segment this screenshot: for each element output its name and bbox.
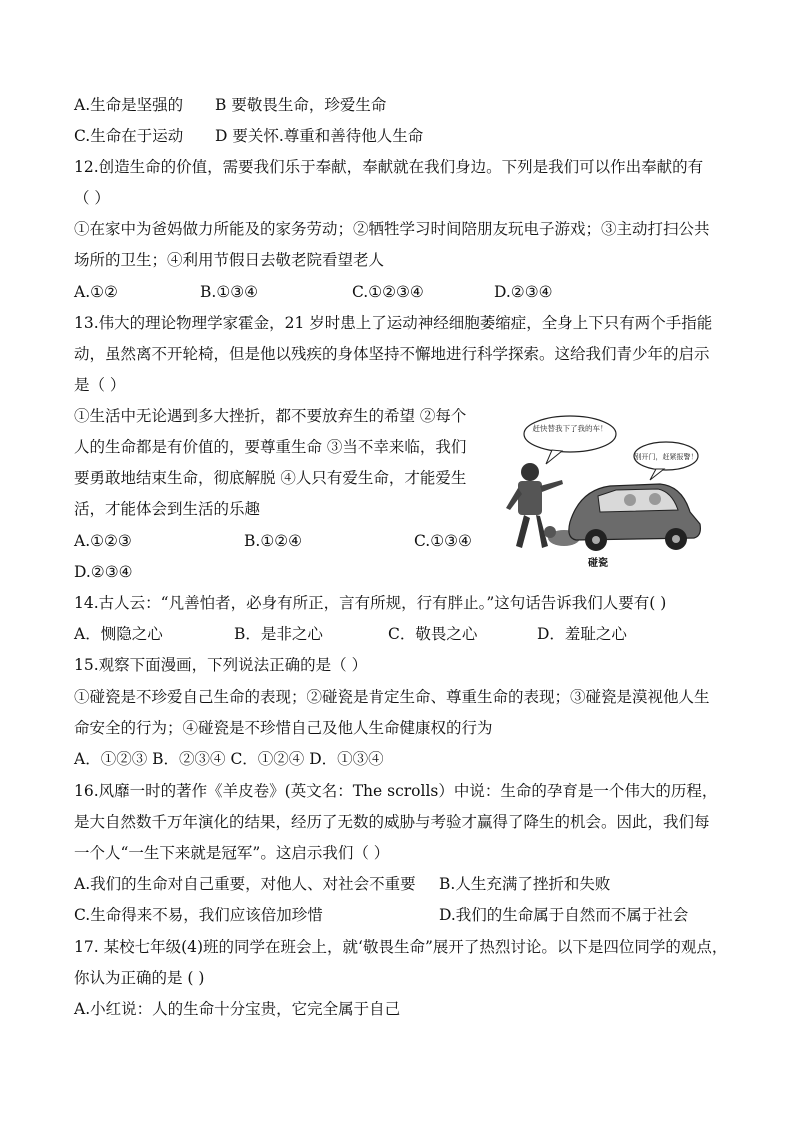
q13-option-c: C.①③④ [414,532,472,550]
q12-option-c: C.①②③④ [352,283,424,301]
q12-option-a: A.①② [74,283,118,301]
q16-stem-line1: 16.风靡一时的著作《羊皮卷》(英文名：The scrolls）中说：生命的孕育是一个伟大的历程， [74,782,718,800]
q16-option-a: A.我们的生命对自己重要，对他人、对社会不重要 [74,875,416,893]
q14-option-b: B．是非之心 [234,625,323,643]
cartoon-caption: 碰瓷 [588,558,608,569]
q13-stem-line3: 是（ ） [74,376,126,394]
q13-option-a: A.①②③ [74,532,132,550]
q17-option-a: A.小红说：人的生命十分宝贵，它完全属于自己 [74,1000,401,1018]
q12-items-line2: 场所的卫生；④利用节假日去敬老院看望老人 [74,251,385,269]
q11-option-a: A.生命是坚强的 [74,96,184,114]
q17-stem-line1: 17. 某校七年级(4)班的同学在班会上，就‘敬畏生命”展开了热烈讨论。以下是四位同学的观点， [74,938,728,956]
pengci-cartoon-image [490,412,716,572]
q16-option-d: D.我们的生命属于自然而不属于社会 [439,906,689,924]
q15-items-line2: 命安全的行为；④碰瓷是不珍惜自己及他人生命健康权的行为 [74,719,493,737]
q11-option-d: D 要关怀.尊重和善待他人生命 [215,127,424,145]
q13-items-line3: 要勇敢地结束生命，彻底解脱 ④人只有爱生命，才能爱生 [74,469,467,487]
q16-stem-line2: 是大自然数千万年演化的结果，经历了无数的威胁与考验才赢得了降生的机会。因此，我们每 [74,813,710,831]
cartoon-bubble-1: 赶快替我下了我的车！ [532,424,608,433]
q12-items-line1: ①在家中为爸妈做力所能及的家务劳动；②牺牲学习时间陪朋友玩电子游戏；③主动打扫公共 [74,220,710,238]
q12-option-d: D.②③④ [494,283,553,301]
q13-items-line4: 活，才能体会到生活的乐趣 [74,500,261,518]
q16-option-b: B.人生充满了挫折和失败 [439,875,611,893]
q13-option-b: B.①②④ [244,532,303,550]
q14-option-c: C．敬畏之心 [388,625,478,643]
q15-options: A．①②③ B．②③④ C．①②④ D．①③④ [74,750,384,768]
q11-option-c: C.生命在于运动 [74,127,184,145]
q13-items-line1: ①生活中无论遇到多大挫折，都不要放弃生的希望 ②每个 [74,407,467,425]
q13-option-d: D.②③④ [74,563,133,581]
q13-items-line2: 人的生命都是有价值的，要尊重生命 ③当不幸来临，我们 [74,438,467,456]
q11-option-b: B 要敬畏生命，珍爱生命 [215,96,387,114]
q14-stem: 14.古人云：“凡善怕者，必身有所正，言有所规，行有胖止。”这句话告诉我们人要有( ) [74,594,667,612]
q14-option-a: A．恻隐之心 [74,625,163,643]
q12-stem-line1: 12.创造生命的价值，需要我们乐于奉献，奉献就在我们身边。下列是我们可以作出奉献的有 [74,158,704,176]
cartoon-bubble-2: 别开门，赶紧报警！ [634,453,698,461]
q16-option-c: C.生命得来不易，我们应该倍加珍惜 [74,906,323,924]
q16-stem-line3: 一个人“一生下来就是冠军”。这启示我们（ ） [74,844,390,862]
q17-stem-line2: 你认为正确的是 ( ) [74,969,205,987]
q15-stem: 15.观察下面漫画，下列说法正确的是（ ） [74,656,368,674]
q13-stem-line2: 动，虽然离不开轮椅，但是他以残疾的身体坚持不懈地进行科学探索。这给我们青少年的启示 [74,345,710,363]
q13-stem-line1: 13.伟大的理论物理学家霍金，21 岁时患上了运动神经细胞萎缩症，全身上下只有两个手指能 [74,314,713,332]
q15-items-line1: ①碰瓷是不珍爱自己生命的表现；②碰瓷是肯定生命、尊重生命的表现；③碰瓷是漠视他人生 [74,688,710,706]
q12-stem-line2: （ ） [74,189,110,207]
q14-option-d: D．羞耻之心 [537,625,627,643]
q12-option-b: B.①③④ [200,283,259,301]
